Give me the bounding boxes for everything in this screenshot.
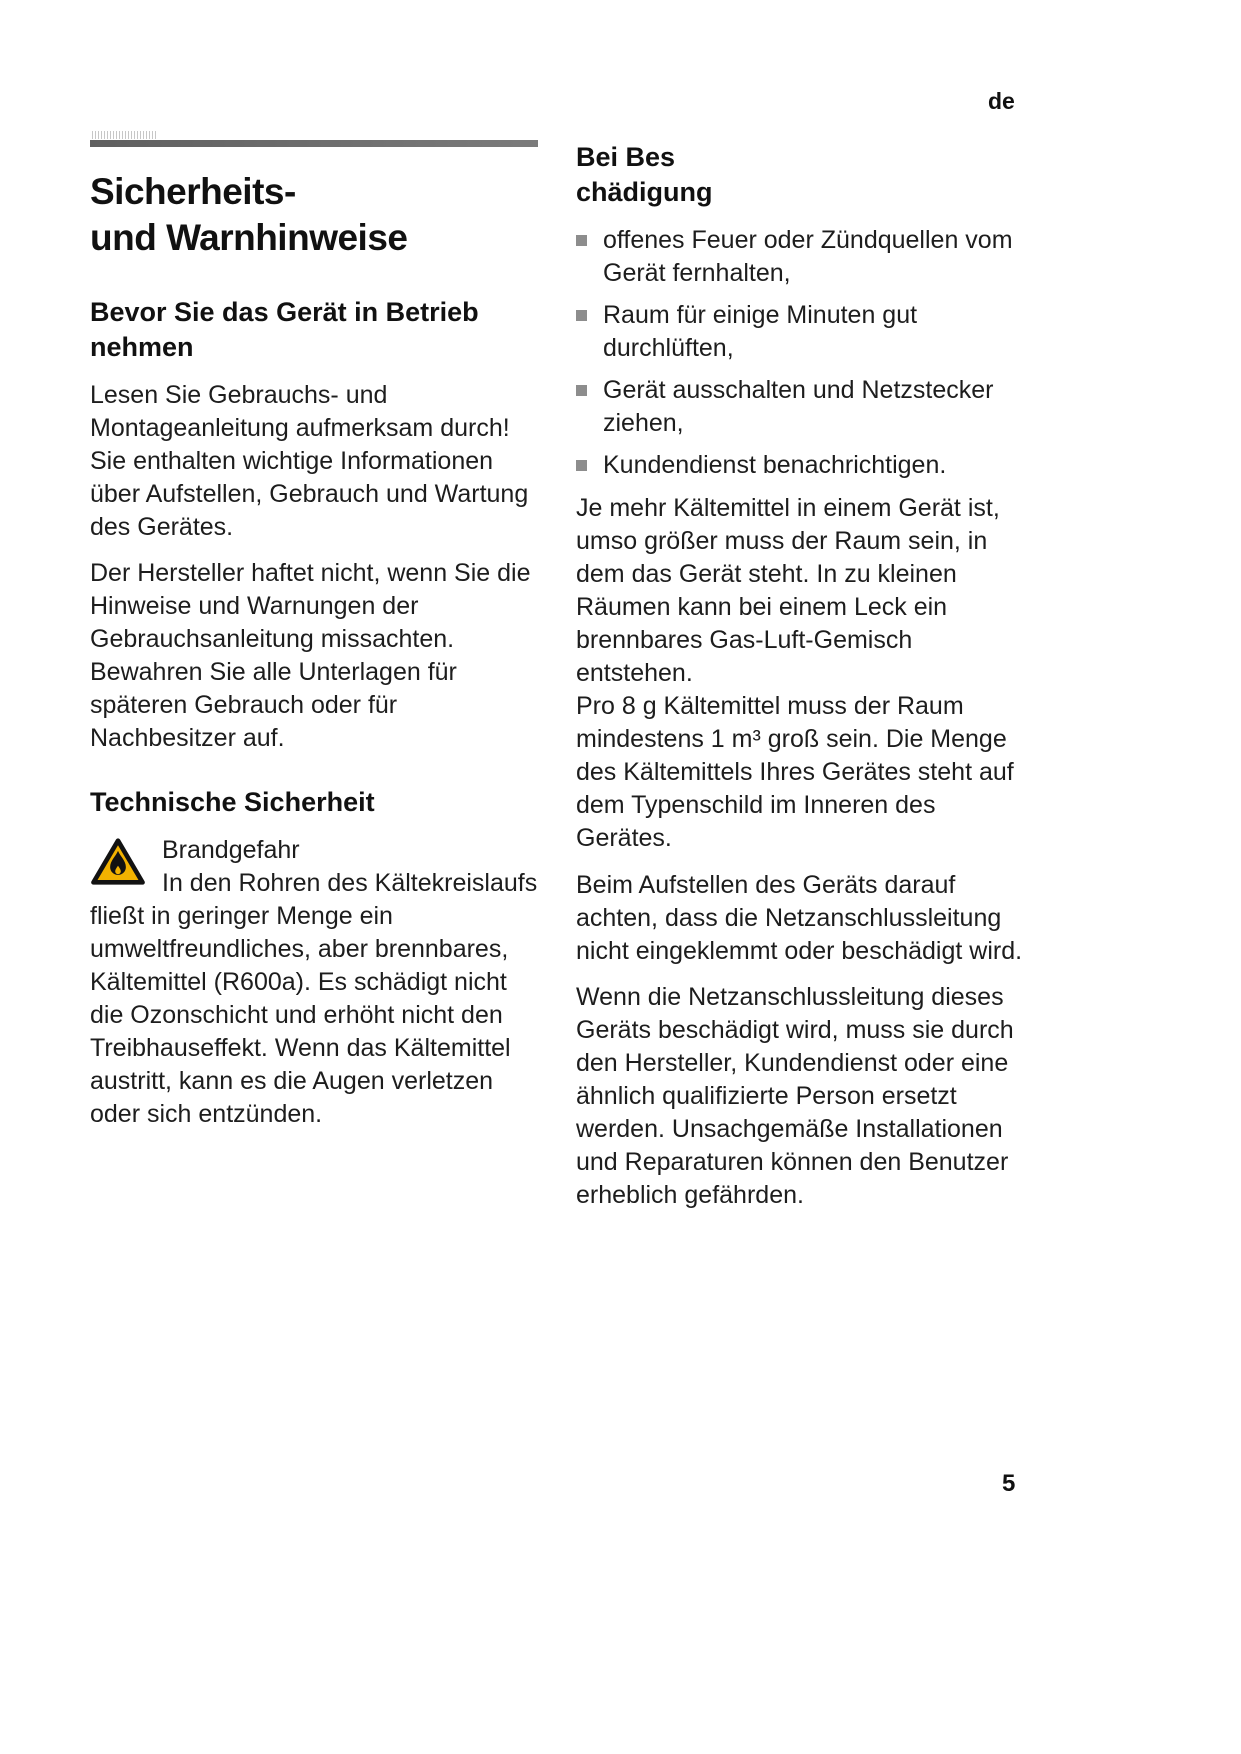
paragraph-power-cord: Wenn die Netzanschlussleitung dieses Geräts beschädigt wird, muss sie durch den Hersteller, Kundendienst oder eine ähnlich qualifizierte Person ersetzt werden. Unsachgemäße Installationen und Reparaturen können den Benutzer erheblich gefährden. <box>576 983 1014 1209</box>
list-item-text: offenes Feuer oder Zündquellen vom Gerät fernhalten, <box>603 226 1013 287</box>
left-column <box>90 140 538 1225</box>
section-rule-bar <box>90 140 538 147</box>
page-title-line1: Sicherheits- <box>90 171 296 212</box>
fire-warning-block <box>90 834 538 1131</box>
heading-technical-safety: Technische Sicherheit <box>90 787 375 817</box>
two-column-layout <box>90 140 1024 1225</box>
right-column <box>576 140 1024 1225</box>
square-bullet-icon <box>576 310 587 321</box>
flame-warning-icon <box>90 837 146 887</box>
paragraph-before-use-2: Der Hersteller haftet nicht, wenn Sie die Hinweise und Warnungen der Gebrauchsanleitung missachten. Bewahren Sie alle Unterlagen für späteren Gebrauch oder für Nachbesitzer auf. <box>90 559 531 752</box>
paragraph-technical-safety: In den Rohren des Kältekreislaufs fließt in geringer Menge ein umweltfreundliches, aber brennbares, Kältemittel (R600a). Es schädigt nicht die Ozonschicht und erhöht nicht den Treibhauseffekt. Wenn das Kältemittel austritt, kann es die Augen verletzen oder sich entzünden. <box>90 869 538 1128</box>
list-item <box>576 299 1024 365</box>
micro-print-mark <box>92 131 156 139</box>
refrigerant-paragraph-group <box>576 492 1024 855</box>
paragraph-installation: Beim Aufstellen des Geräts darauf achten, dass die Netzanschlussleitung nicht eingeklemmt oder beschädigt wird. <box>576 871 1023 965</box>
language-marker: de <box>988 88 1015 114</box>
warning-title: Brandgefahr <box>162 836 300 864</box>
heading-damage-line1: Bei Bes <box>576 142 676 172</box>
page-number: 5 <box>1002 1470 1016 1497</box>
list-item-text: Kundendienst benachrichtigen. <box>603 451 947 479</box>
damage-instructions-list <box>576 224 1024 482</box>
heading-before-use: Bevor Sie das Gerät in Betrieb nehmen <box>90 297 479 362</box>
paragraph-refrigerant-2: Pro 8 g Kältemittel muss der Raum mindestens 1 m³ groß sein. Die Menge des Kältemittels Ihres Gerätes steht auf dem Typenschild im Inneren des Gerätes. <box>576 692 1014 852</box>
square-bullet-icon <box>576 385 587 396</box>
list-item <box>576 224 1024 290</box>
page-title <box>90 169 538 261</box>
paragraph-refrigerant-1: Je mehr Kältemittel in einem Gerät ist, umso größer muss der Raum sein, in dem das Gerät steht. In zu kleinen Räumen kann bei einem Leck ein brennbares Gas-Luft-Gemisch entstehen. <box>576 494 1000 687</box>
heading-damage <box>576 140 1024 210</box>
list-item-text: Raum für einige Minuten gut durchlüften, <box>603 301 918 362</box>
square-bullet-icon <box>576 235 587 246</box>
page-title-line2: und Warnhinweise <box>90 217 408 258</box>
list-item <box>576 374 1024 440</box>
list-item-text: Gerät ausschalten und Netzstecker ziehen, <box>603 376 994 437</box>
list-item <box>576 449 1024 482</box>
paragraph-before-use-1: Lesen Sie Gebrauchs- und Montageanleitung aufmerksam durch! Sie enthalten wichtige Informationen über Aufstellen, Gebrauch und Wartung des Gerätes. <box>90 381 529 541</box>
heading-damage-line2: chädigung <box>576 177 713 207</box>
square-bullet-icon <box>576 460 587 471</box>
